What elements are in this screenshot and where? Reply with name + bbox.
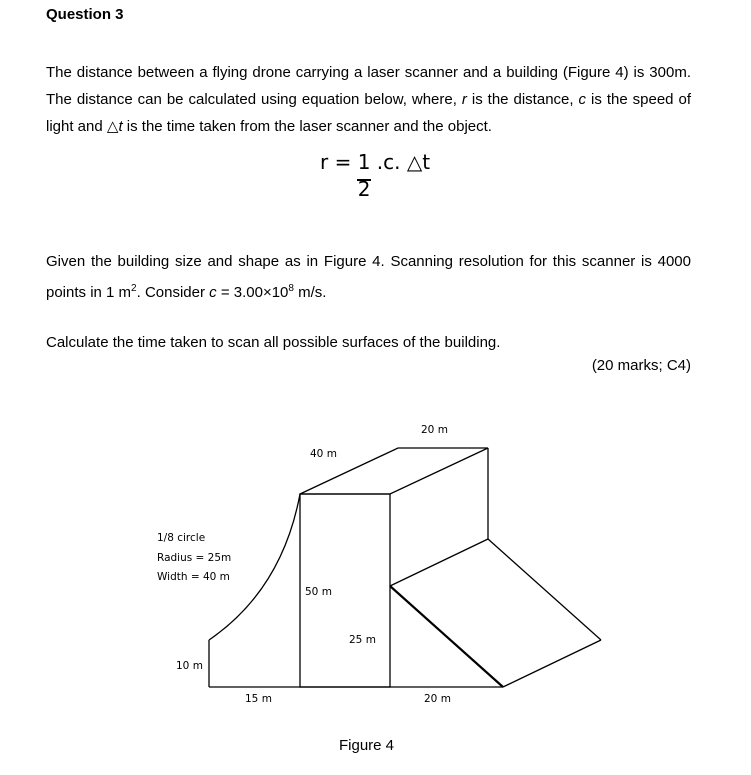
label-top-40m: 40 m — [310, 448, 337, 460]
eighth-circle-arc — [209, 494, 300, 640]
ramp-back-slope — [488, 539, 601, 640]
ramp-front-slope — [390, 586, 503, 687]
equation-denominator: 2 — [357, 177, 371, 201]
equation-numerator: 1 — [357, 150, 371, 174]
label-left-10m: 10 m — [176, 660, 203, 672]
ramp-top-edge — [390, 539, 488, 586]
label-circle-width: Width = 40 m — [157, 571, 230, 583]
label-top-20m: 20 m — [421, 424, 448, 436]
label-base-15m: 15 m — [245, 693, 272, 705]
equation-rhs: .c. △t — [370, 150, 431, 174]
label-ramp-25m: 25 m — [349, 634, 376, 646]
question-paragraph-1: The distance between a flying drone carrying a laser scanner and a building (Figure 4) is 300m. The distance can be calculated using equation below, where, r is the distance, c is the speed of light and △t is the time taken from the laser scanner and the object. — [46, 64, 691, 135]
label-circle-type: 1/8 circle — [157, 532, 206, 544]
question-paragraph-2: Given the building size and shape as in Figure 4. Scanning resolution for this scanner is 4000 points in 1 $m^2$. Consider $c = 3.00\times 10^8$ m/s. — [46, 253, 691, 301]
equation-lhs: r = — [320, 150, 358, 174]
ramp-far-base — [503, 640, 601, 687]
figure-caption: Figure 4 — [339, 737, 395, 754]
question-title: Question 3 — [46, 6, 124, 23]
question-paragraph-3: Calculate the time taken to scan all possible surfaces of the building. — [46, 334, 501, 351]
label-height-50m: 50 m — [305, 586, 332, 598]
label-circle-radius: Radius = 25m — [157, 552, 232, 564]
marks-allocation: (20 marks; C4) — [591, 357, 691, 374]
label-base-20m: 20 m — [424, 693, 451, 705]
